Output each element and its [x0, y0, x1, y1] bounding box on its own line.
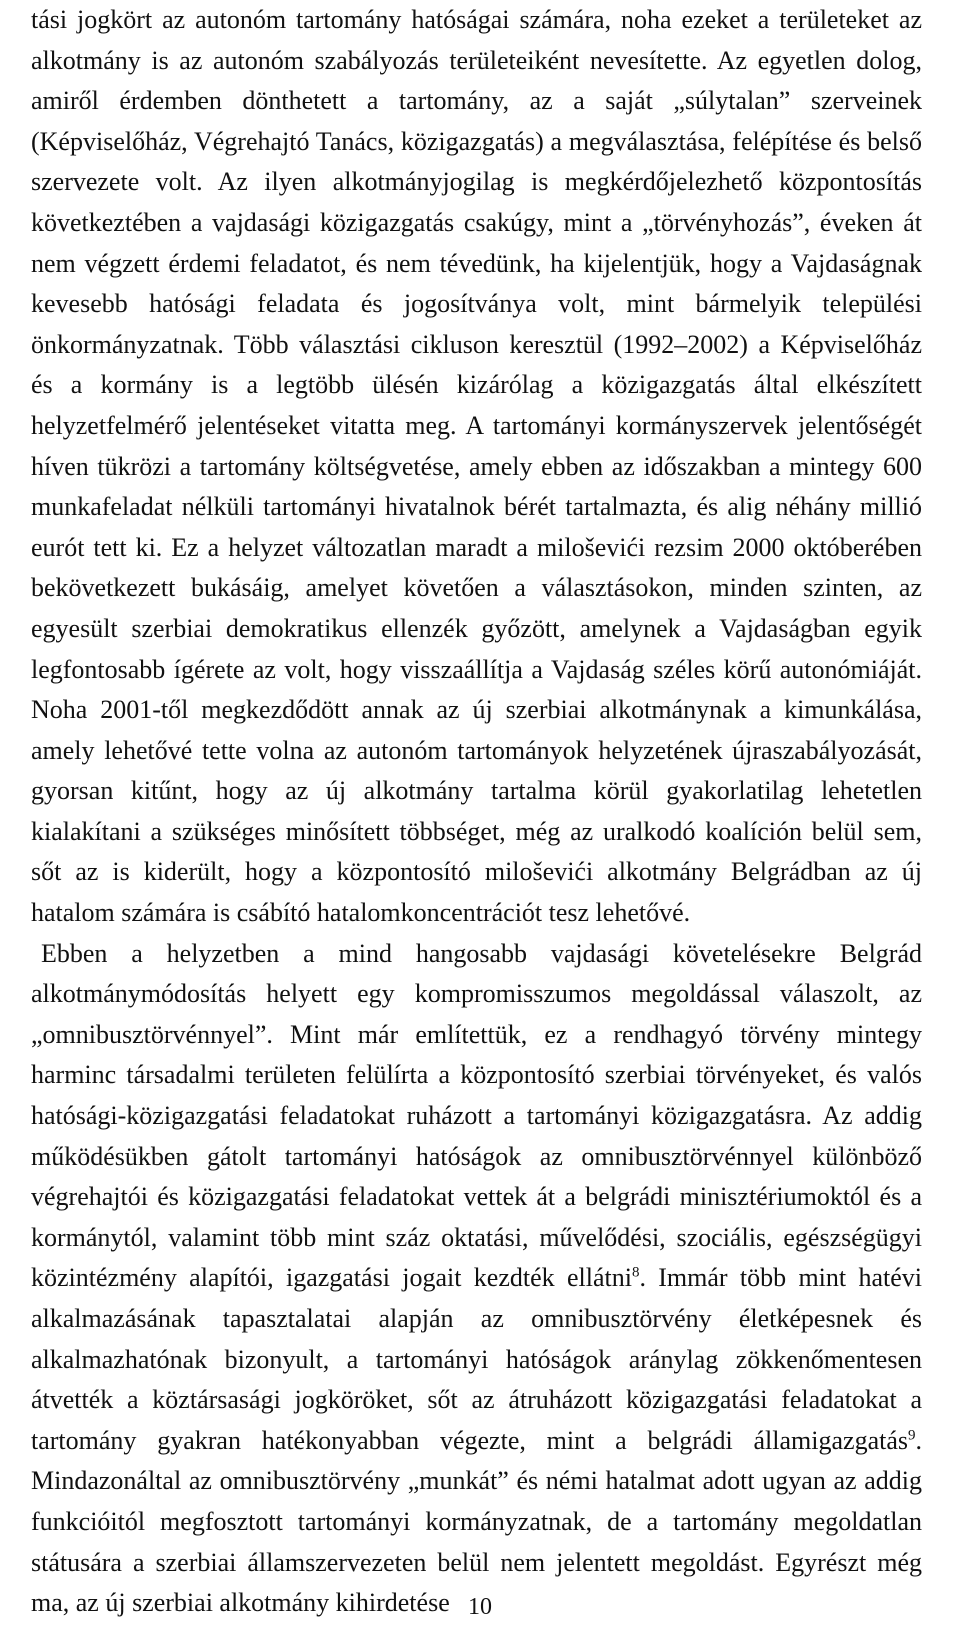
paragraph-1-text: tási jogkört az autonóm tartomány hatóságai számára, noha ezeket a területeket az alkotmány is az autonóm szabályozás területeiként nevesítette. Az egyetlen dolog, amiről érdemben dönthetett a tartomány, az a saját „súlytalan” szerveinek (Képviselőház, Végrehajtó Tanács, közigazgatás) a megválasztása, felépítése és belső szervezete volt. Az ilyen alkotmányjogilag is megkérdőjelezhető központosítás következtében a vajdasági közigazgatás csakúgy, mint a „törvényhozás”, éveken át nem végzett érdemi feladatot, és nem tévedünk, ha kijelentjük, hogy a Vajdaságnak kevesebb hatósági feladata és jogosítványa volt, mint bármelyik települési önkormányzatnak. Több választási cikluson keresztül (1992–2002) a Képviselőház és a kormány is a legtöbb ülésén kizárólag a közigazgatás által elkészített helyzetfelmérő jelentéseket vitatta meg. A tartományi kormányszervek jelentőségét híven tükrözi a tartomány költségvetése, amely ebben az időszakban a mintegy 600 munkafeladat nélküli tartományi hivatalnok bérét tartalmazta, és alig néhány millió eurót tett ki. Ez a helyzet változatlan maradt a miloševići rezsim 2000 októberében bekövetkezett bukásáig, amelyet követően a választásokon, minden szinten, az egyesült szerbiai demokratikus ellenzék győzött, amelynek a Vajdaságban egyik legfontosabb ígérete az volt, hogy visszaállítja a Vajdaság széles körű autonómiáját. Noha 2001-től megkezdődött annak az új szerbiai alkotmánynak a kimunkálása, amely lehetővé tette volna az autonóm tartományok helyzetének újraszabályozását, gyorsan kitűnt, hogy az új alkotmány tartalma körül gyakorlatilag lehetetlen kialakítani a szükséges minősített többséget, még az uralkodó koalíción belül sem, sőt az is kiderült, hogy a központosító miloševići alkotmány Belgrádban az új hatalom számára is csábító hatalomkoncentrációt tesz lehetővé. — [31, 5, 922, 928]
paragraph-1 — [31, 0, 922, 934]
paragraph-2 — [31, 934, 922, 1624]
footnote-ref-8[interactable]: 8 — [631, 1264, 640, 1281]
document-page — [31, 0, 922, 1624]
paragraph-2-text-part-3: . Mindazonáltal az omnibusztörvény „munkát” és némi hatalmat adott ugyan az addig funkcióitól megfosztott tartományi kormányzatnak, de a tartomány megoldatlan státusára a szerbiai államszervezeten belül nem jelentett megoldást. Egyrészt még ma, az új szerbiai alkotmány kihirdetése — [31, 1425, 922, 1618]
paragraph-2-text-part-2: . Immár több mint hatévi alkalmazásának tapasztalatai alapján az omnibusztörvény életképesnek és alkalmazhatónak bizonyult, a tartományi hatóságok aránylag zökkenőmentesen átvették a köztársasági jogköröket, sőt az átruházott közigazgatási feladatokat a tartomány gyakran hatékonyabban végezte, mint a belgrádi államigazgatás — [31, 1263, 922, 1455]
paragraph-2-text-part-1: Ebben a helyzetben a mind hangosabb vajdasági követelésekre Belgrád alkotmánymódosítás helyett egy kompromisszumos megoldással válaszolt, az „omnibusztörvénnyel”. Mint már említettük, ez a rendhagyó törvény mintegy harminc társadalmi területen felülírta a központosító szerbiai törvényeket, és valós hatósági-közigazgatási feladatokat ruházott a tartományi közigazgatásra. Az addig működésükben gátolt tartományi hatóságok az omnibusztörvénnyel különböző végrehajtói és közigazgatási feladatokat vettek át a belgrádi minisztériumoktól és a kormánytól, valamint több mint száz oktatási, művelődési, szociális, egészségügyi közintézmény alapítói, igazgatási jogait kezdték ellátni — [31, 938, 922, 1293]
footnote-ref-9[interactable]: 9 — [908, 1427, 916, 1444]
page-number: 10 — [468, 1594, 492, 1620]
